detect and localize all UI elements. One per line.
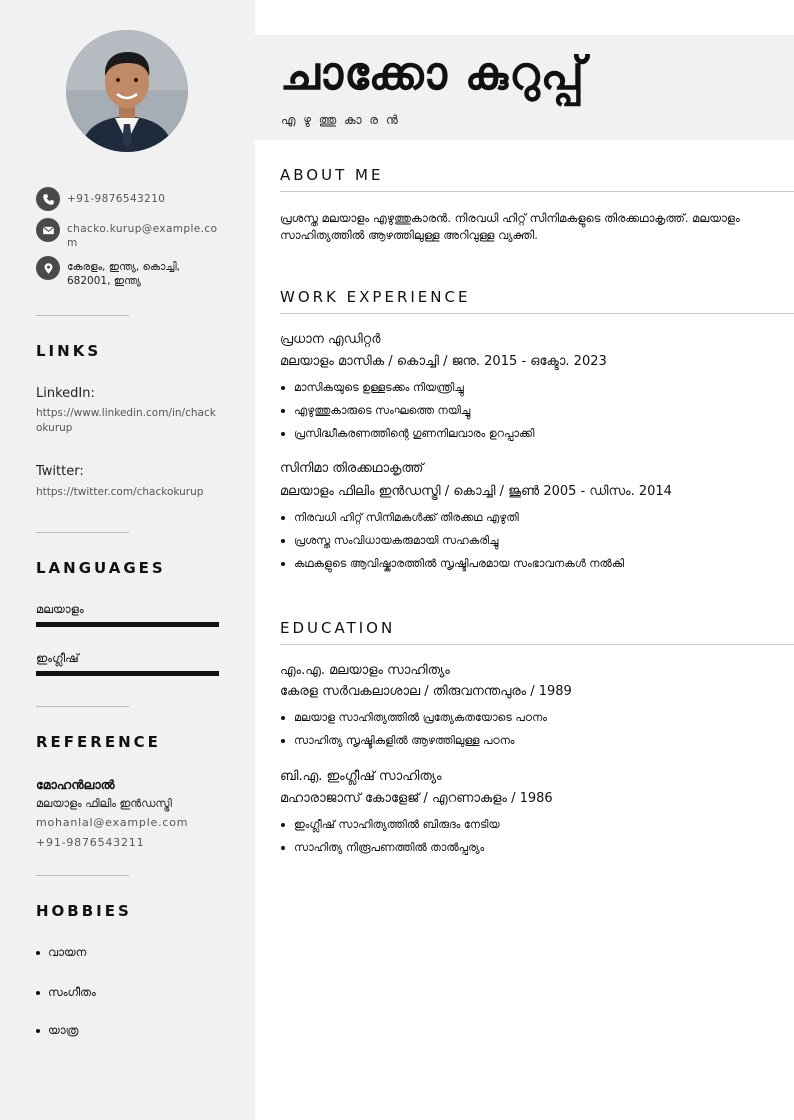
job-bullet — [280, 557, 624, 571]
job-bullet — [280, 404, 470, 418]
job-title: പ്രധാന എഡിറ്റർ — [280, 332, 381, 347]
sidebar-divider — [36, 315, 129, 316]
linkedin-url[interactable]: https://www.linkedin.com/in/chackokurup — [36, 407, 216, 434]
envelope-icon — [36, 218, 60, 242]
email-address[interactable]: chacko.kurup@example.com — [67, 223, 218, 249]
languages-heading: LANGUAGES — [36, 559, 166, 577]
reference-email[interactable]: mohanlal@example.com — [36, 816, 189, 829]
degree-title: എം.എ. മലയാളം സാഹിത്യം — [280, 663, 450, 678]
hobby-item — [36, 945, 86, 960]
bullet-text: മാസികയുടെ ഉള്ളടക്കം നിയന്ത്രിച്ചു — [294, 381, 464, 394]
bullet-text: ഇംഗ്ലീഷ് സാഹിത്യത്തിൽ ബിരുദം നേടിയ — [294, 818, 500, 831]
about-text: പ്രശസ്ത മലയാളം എഴുത്തുകാരൻ. നിരവധി ഹിറ്റ് സിനിമകളുടെ തിരക്കഥാകൃത്ത്. മലയാളം സാഹിത്യത്തിൽ ആഴത്തിലുള്ള അറിവുള്ള വ്യക്തി. — [280, 211, 740, 242]
language-name: മലയാളം — [36, 602, 84, 616]
profile-photo — [66, 30, 188, 152]
portrait-image — [66, 30, 188, 152]
hobby-label: വായന — [48, 945, 87, 959]
degree-meta: മഹാരാജാസ് കോളേജ് / എറണാകുളം / 1986 — [280, 791, 553, 806]
phone-number[interactable]: +91-9876543210 — [67, 193, 166, 205]
bullet-text: സാഹിത്യ സൃഷ്ടികളിൽ ആഴത്തിലുള്ള പഠനം — [294, 734, 515, 747]
job-bullet — [280, 534, 498, 548]
links-heading: LINKS — [36, 342, 102, 360]
sidebar-divider — [36, 875, 129, 876]
sidebar-divider — [36, 532, 129, 533]
bullet-text: കഥകളുടെ ആവിഷ്കാരത്തിൽ സൃഷ്ടിപരമായ സംഭാവനകൾ നൽകി — [294, 557, 625, 570]
degree-meta: കേരള സർവകലാശാല / തിരുവനന്തപുരം / 1989 — [280, 684, 572, 699]
reference-organization: മലയാളം ഫിലിം ഇൻഡസ്ട്രി — [36, 797, 172, 810]
phone-icon — [36, 187, 60, 211]
degree-title: ബി.എ. ഇംഗ്ലീഷ് സാഹിത്യം — [280, 769, 442, 784]
language-level-bar — [36, 622, 219, 627]
reference-phone[interactable]: +91-9876543211 — [36, 836, 145, 849]
section-rule — [280, 644, 794, 645]
job-meta: മലയാളം ഫിലിം ഇൻഡസ്ട്രി / കൊച്ചി / ജൂൺ 2005 - ഡിസം. 2014 — [280, 484, 672, 499]
about-heading: ABOUT ME — [280, 166, 384, 184]
section-rule — [280, 191, 794, 192]
hobby-item — [36, 985, 96, 1000]
twitter-url[interactable]: https://twitter.com/chackokurup — [36, 486, 204, 498]
location-pin-icon — [36, 256, 60, 280]
hobby-label: യാത്ര — [48, 1023, 79, 1037]
job-bullet — [280, 511, 519, 525]
hobby-label: സംഗീതം — [48, 985, 96, 999]
bullet-text: പ്രശസ്ത സംവിധായകരുമായി സഹകരിച്ചു — [294, 534, 499, 547]
person-title: എ ഴു ത്തു കാ ര ൻ — [281, 113, 400, 127]
section-rule — [280, 313, 794, 314]
hobby-item — [36, 1023, 78, 1038]
degree-bullet — [280, 734, 515, 748]
language-level-bar — [36, 671, 219, 676]
bullet-text: എഴുത്തുകാരുടെ സംഘത്തെ നയിച്ചു — [294, 404, 471, 417]
bullet-text: നിരവധി ഹിറ്റ് സിനിമകൾക്ക് തിരക്കഥ എഴുതി — [294, 511, 519, 524]
reference-name: മോഹൻലാൽ — [36, 777, 115, 792]
job-bullet — [280, 427, 534, 441]
job-meta: മലയാളം മാസിക / കൊച്ചി / ജനു. 2015 - ഒക്ടോ. 2023 — [280, 354, 607, 369]
education-heading: EDUCATION — [280, 619, 396, 637]
person-name: ചാക്കോ കുറുപ്പ് — [280, 46, 586, 100]
sidebar-divider — [36, 706, 129, 707]
bullet-text: മലയാള സാഹിത്യത്തിൽ പ്രത്യേകതയോടെ പഠനം — [294, 711, 547, 724]
twitter-label: Twitter: — [36, 464, 84, 479]
experience-heading: WORK EXPERIENCE — [280, 288, 471, 306]
hobbies-heading: HOBBIES — [36, 902, 132, 920]
bullet-text: പ്രസിദ്ധീകരണത്തിന്റെ ഗുണനിലവാരം ഉറപ്പാക്കി — [294, 427, 535, 440]
address-text: കേരളം, ഇന്ത്യ, കൊച്ചി, 682001, ഇന്ത്യ — [67, 261, 180, 287]
job-bullet — [280, 381, 464, 395]
language-name: ഇംഗ്ലീഷ് — [36, 651, 79, 665]
linkedin-label: LinkedIn: — [36, 386, 95, 401]
bullet-text: സാഹിത്യ നിരൂപണത്തിൽ താൽപ്പര്യം — [294, 841, 485, 854]
job-title: സിനിമാ തിരക്കഥാകൃത്ത് — [280, 461, 424, 476]
degree-bullet — [280, 711, 547, 725]
degree-bullet — [280, 818, 500, 832]
reference-heading: REFERENCE — [36, 733, 161, 751]
degree-bullet — [280, 841, 484, 855]
